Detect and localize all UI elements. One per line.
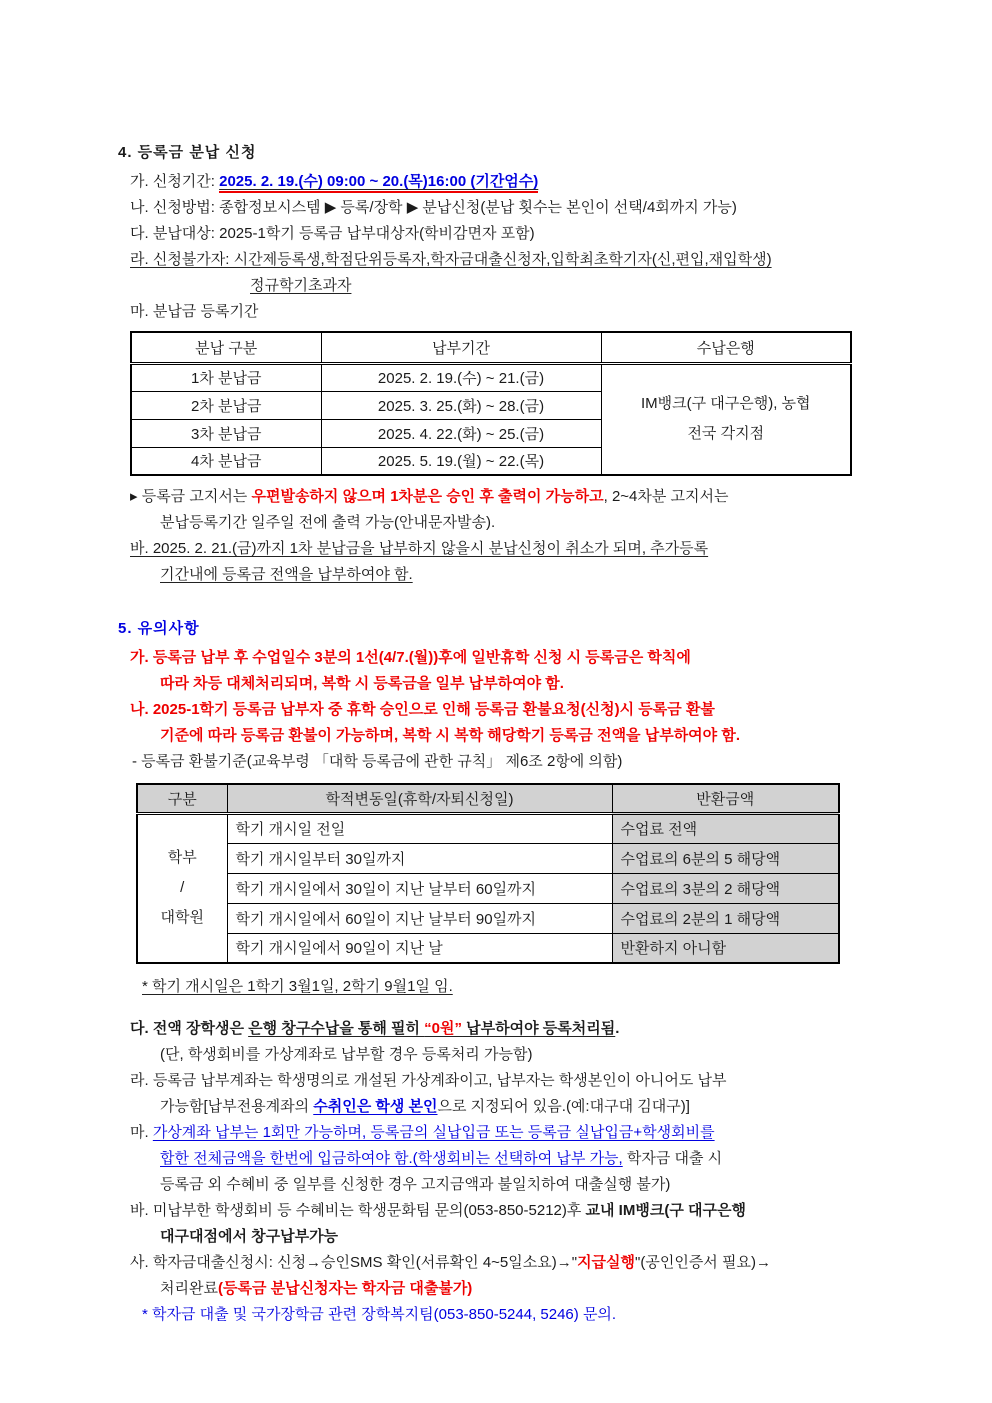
col-header-category: 구분 [137,784,227,813]
ineligible-text: 라. 신청불가자: 시간제등록생,학점단위등록자,학자금대출신청자,입학최초학기자(신,편입,재입학생) [130,251,772,268]
document-body [118,140,893,1328]
semester-start-note-text: * 학기 개시일은 1학기 3월1일, 2학기 9월1일 임. [142,978,453,995]
cancellation-text: 바. 2025. 2. 21.(금)까지 1차 분납금을 납부하지 않을시 분납신청이 취소가 되며, 추가등록 [130,540,709,557]
col-header-installment-type: 분납 구분 [131,332,321,363]
virtual-account-pre: 가능함[납부전용계좌의 [160,1098,314,1115]
table-row [137,843,839,873]
cell-installment-3: 3차 분납금 [131,419,321,447]
application-period-label: 가. 신청기간: [130,173,220,190]
loan-execute-emphasis: 지급실행 [577,1254,636,1271]
item-onetime-deposit-line2 [118,1146,893,1172]
cell-refund-4: 수업료의 2분의 1 해당액 [612,903,839,933]
loan-complete-label: 처리완료 [160,1280,218,1297]
group-grad: 대학원 [160,909,204,927]
notice-bill-cont: 분납등록기간 일주일 전에 출력 가능(안내문자발송). [160,514,496,531]
cell-period-4: 2025. 5. 19.(월) ~ 22.(목) [321,447,601,475]
onetime-deposit-blue1: 가상계좌 납부는 1회만 가능하며, 등록금의 실납입금 또는 등록금 실납입금+학생회비를 [152,1124,715,1141]
item-ineligible-cont [118,273,893,299]
item-loan-process-cont [118,1276,893,1302]
col-header-refund-amount: 반환금액 [612,784,839,813]
cell-period-1: 2025. 2. 19.(수) ~ 21.(금) [321,363,601,391]
cell-installment-2: 2차 분납금 [131,391,321,419]
item-virtual-account: 라. 등록금 납부계좌는 학생명의로 개설된 가상계좌이고, 납부자는 학생본인이 아니어도 납부 [130,1072,727,1089]
item-application-method: 나. 신청방법: 종합정보시스템 ▶ 등록/장학 ▶ 분납신청(분납 횟수는 본인이 선택/4회까지 가능) [130,199,737,216]
cell-installment-1: 1차 분납금 [131,363,321,391]
cancellation-text-2: 기간내에 등록금 전액을 납부하여야 함. [160,566,413,583]
item-unpaid-fee-cont: 대구대점에서 창구납부가능 [160,1228,339,1245]
notice-bill-pre: 등록금 고지서는 [137,488,252,505]
bank-name: IM뱅크(구 대구은행), 농협 [640,395,811,413]
triangle-bullet-icon: ▸ [130,488,138,505]
loan-process-post: "(공인인증서 필요)→ [635,1254,771,1271]
item-virtual-account-cont [118,1094,893,1120]
col-header-bank: 수납은행 [601,332,851,363]
cell-student-group [137,813,227,963]
cell-period-2: 2025. 3. 25.(화) ~ 28.(금) [321,391,601,419]
cell-refund-1: 수업료 전액 [612,813,839,843]
semester-start-note [118,974,893,1000]
item-installment-target: 다. 분납대상: 2025-1학기 등록금 납부대상자(학비감면자 포함) [130,225,535,242]
unpaid-fee-bold1: 교내 IM뱅크(구 대구은행 [585,1202,746,1219]
notice-bill-emphasis: 우편발송하지 않으며 1차분은 승인 후 출력이 가능하고 [251,488,604,505]
installment-table [130,331,852,476]
cell-change-date-5: 학기 개시일에서 90일이 지난 날 [227,933,612,963]
item-cancellation [118,536,893,562]
refund-table-header-row [137,784,839,813]
refund-standard-intro: - 등록금 환불기준(교육부령 「대학 등록금에 관한 규칙」 제6조 2항에 의함) [132,753,623,770]
table-row [131,363,851,391]
group-undergrad: 학부 [167,849,197,867]
bank-branch: 전국 각지점 [687,425,765,443]
cell-period-3: 2025. 4. 22.(화) ~ 25.(금) [321,419,601,447]
cell-refund-5: 반환하지 아니함 [612,933,839,963]
table-row [137,903,839,933]
cell-bank [601,363,851,475]
cell-refund-3: 수업료의 3분의 2 해당액 [612,873,839,903]
item-loan-process [118,1250,893,1276]
caution-refund-line1: 나. 2025-1학기 등록금 납부자 중 휴학 승인으로 인해 등록금 환불요청(신청)시 등록금 환불 [130,701,715,718]
notice-bill [118,484,893,510]
cell-change-date-1: 학기 개시일 전일 [227,813,612,843]
ineligible-text-2: 정규학기초과자 [250,277,352,294]
item-installment-period: 마. 분납금 등록기간 [130,303,259,320]
onetime-deposit-black2: 학자금 대출 시 [622,1150,723,1167]
item-ineligible [118,247,893,273]
installment-table-header-row [131,332,851,363]
item-full-scholarship [118,1016,893,1042]
table-row [137,813,839,843]
unpaid-fee-pre: 바. 미납부한 학생회비 등 수혜비는 학생문화팀 문의(053-850-5212)후 [130,1202,586,1219]
item-onetime-deposit [118,1120,893,1146]
item-onetime-deposit-line3: 등록금 외 수혜비 중 일부를 신청한 경우 고지금액과 불일치하여 대출실행 불가) [160,1176,671,1193]
col-header-payment-period: 납부기간 [321,332,601,363]
caution-leave-line1: 가. 등록금 납부 후 수업일수 3분의 1선(4/7.(월))후에 일반휴학 신청 시 등록금은 학칙에 [130,649,691,666]
cell-change-date-3: 학기 개시일에서 30일이 지난 날부터 60일까지 [227,873,612,903]
loan-restriction-emphasis: (등록금 분납신청자는 학자금 대출불가) [217,1280,473,1297]
onetime-deposit-label: 마. [130,1124,153,1141]
cell-refund-2: 수업료의 6분의 5 해당액 [612,843,839,873]
full-scholarship-end: . [615,1020,620,1037]
cell-installment-4: 4차 분납금 [131,447,321,475]
item-cancellation-cont [118,562,893,588]
cell-change-date-2: 학기 개시일부터 30일까지 [227,843,612,873]
full-scholarship-underline2: 납부하여야 등록처리됨 [462,1020,616,1037]
onetime-deposit-blue2: 합한 전체금액을 한번에 입금하여야 함.(학생회비는 선택하여 납부 가능, [160,1150,623,1167]
cell-change-date-4: 학기 개시일에서 60일이 지난 날부터 90일까지 [227,903,612,933]
table-row [137,933,839,963]
virtual-account-post: 으로 지정되어 있음.(예:대구대 김대구)] [437,1098,690,1115]
col-header-change-date: 학적변동일(휴학/자퇴신청일) [227,784,612,813]
full-scholarship-pre: 다. 전액 장학생은 [130,1020,249,1037]
caution-refund-line2: 기준에 따라 등록금 환불이 가능하며, 복학 시 복학 해당학기 등록금 전액을 납부하여야 함. [160,727,740,744]
item-application-period [118,169,893,195]
section5-heading: 5. 유의사항 [118,620,200,637]
loan-contact-note: * 학자금 대출 및 국가장학금 관련 장학복지팀(053-850-5244, 5246) 문의. [142,1306,617,1323]
item-unpaid-fee [118,1198,893,1224]
full-scholarship-underline1: 은행 창구수납을 통해 필히 [248,1020,425,1037]
section4-heading: 4. 등록금 분납 신청 [118,144,257,161]
payee-emphasis: 수취인은 학생 본인 [313,1098,438,1115]
application-period-value: 2025. 2. 19.(수) 09:00 ~ 20.(목)16:00 (기간엄수) [219,173,539,190]
group-slash: / [180,879,185,897]
loan-process-pre: 사. 학자금대출신청시: 신청→승인SMS 확인(서류확인 4~5일소요)→" [130,1254,578,1271]
zero-won-emphasis: “0원” [424,1020,463,1037]
refund-table [136,783,840,964]
notice-bill-post: , 2~4차분 고지서는 [603,488,729,505]
table-row [137,873,839,903]
application-period-highlight [219,173,538,193]
item-full-scholarship-cont: (단, 학생회비를 가상계좌로 납부할 경우 등록처리 가능함) [160,1046,533,1063]
caution-leave-line2: 따라 차등 대체처리되며, 복학 시 등록금을 일부 납부하여야 함. [160,675,564,692]
